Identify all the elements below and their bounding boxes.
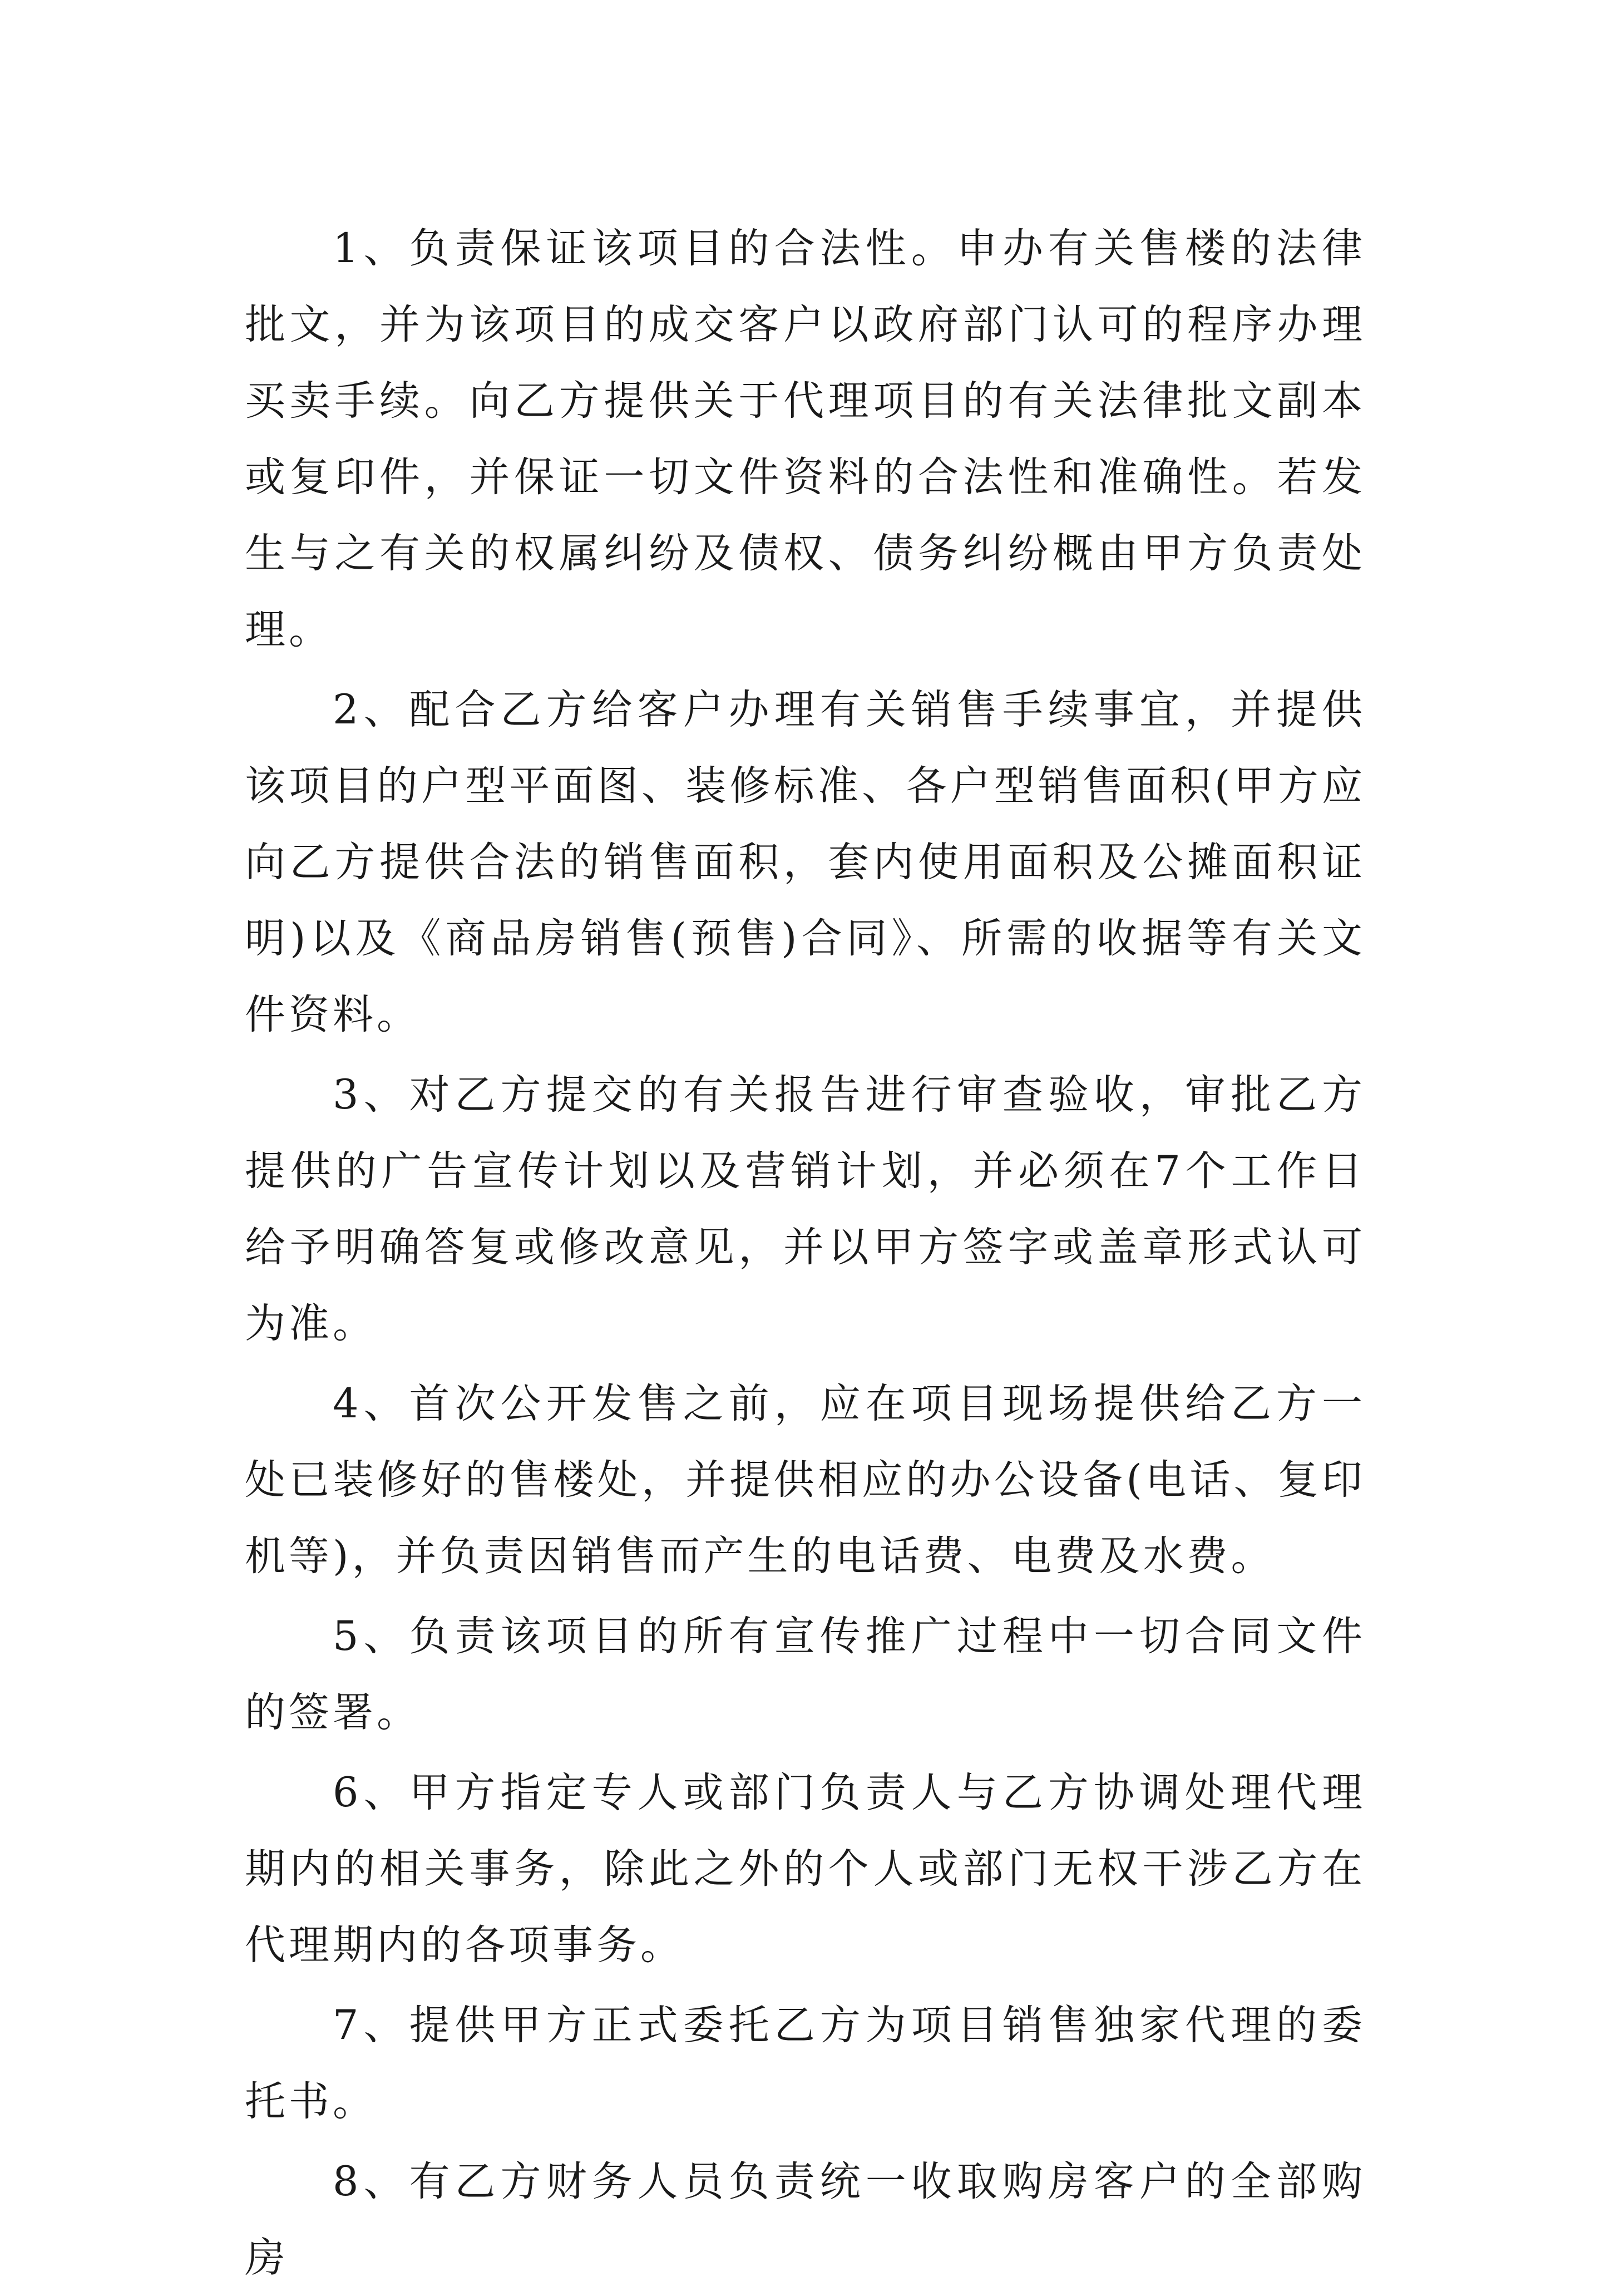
paragraph-1: 1、负责保证该项目的合法性。申办有关售楼的法律批文，并为该项目的成交客户以政府部门认可的程序办理买卖手续。向乙方提供关于代理项目的有关法律批文副本或复印件，并保证一切文件资料的合法性和准确性。若发生与之有关的权属纠纷及债权、债务纠纷概由甲方负责处理。 <box>245 225 1366 653</box>
paragraph-3: 3、对乙方提交的有关报告进行审查验收，审批乙方提供的广告宣传计划以及营销计划，并必须在7个工作日给予明确答复或修改意见，并以甲方签字或盖章形式认可为准。 <box>245 1071 1366 1347</box>
paragraph-4: 4、首次公开发售之前，应在项目现场提供给乙方一处已装修好的售楼处，并提供相应的办公设备(电话、复印机等)，并负责因销售而产生的电话费、电费及水费。 <box>245 1380 1366 1580</box>
paragraph-8: 8、有乙方财务人员负责统一收取购房客户的全部购房 <box>245 2158 1366 2282</box>
paragraph-7: 7、提供甲方正式委托乙方为项目销售独家代理的委托书。 <box>245 2002 1366 2125</box>
paragraph-5: 5、负责该项目的所有宣传推广过程中一切合同文件的签署。 <box>245 1613 1366 1736</box>
paragraph-6: 6、甲方指定专人或部门负责人与乙方协调处理代理期内的相关事务，除此之外的个人或部门无权干涉乙方在代理期内的各项事务。 <box>245 1769 1366 1969</box>
paragraph-2: 2、配合乙方给客户办理有关销售手续事宜，并提供该项目的户型平面图、装修标准、各户型销售面积(甲方应向乙方提供合法的销售面积，套内使用面积及公摊面积证明)以及《商品房销售(预售)合同》、所需的收据等有关文件资料。 <box>245 686 1366 1038</box>
document-body <box>245 210 1366 2296</box>
